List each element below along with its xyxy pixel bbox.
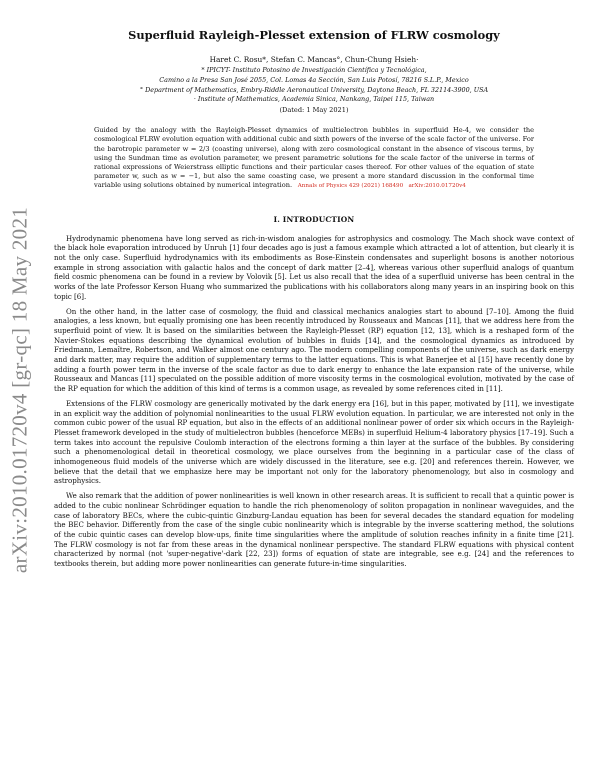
paper-title: Superfluid Rayleigh-Plesset extension of FLRW cosmology bbox=[128, 28, 500, 42]
affiliation-ipicyt-address: Camino a la Presa San José 2055, Col. Lomas 4a Sección, San Luis Potosí, 78216 S.L.P., Mexico bbox=[159, 75, 469, 84]
author-list: Haret C. Rosu*, Stefan C. Mancas°, Chun-Chung Hsieh· bbox=[209, 55, 419, 64]
intro-paragraph: Hydrodynamic phenomena have long served as rich-in-wisdom analogies for astrophysics and cosmology. The Mach shock wave context of the black hole evaporation introduced by Unruh [1] four decades ago is just a famous example which attracted a lot of attention, but clearly it is not the only case. Superfluid hydrodynamics with its embodiments as Bose-Einstein condensates and superlight bosons is another notorious example in strong association with galactic halos and the concept of dark matter [2–4], whereas various other superfluid analogs of quantum field cosmic phenomena can be found in a review by Volovik [5]. Let us also recall that the idea of a superfluid universe has been central in the works of the late Professor Kerson Huang who summarized the publications with his collaborators along many years in an inspiring book on this topic [6]. bbox=[54, 233, 574, 301]
dated-line: (Dated: 1 May 2021) bbox=[279, 106, 349, 115]
arxiv-stamp bbox=[2, 180, 38, 600]
arxiv-id-link[interactable]: arXiv:2010.01720v4 bbox=[408, 183, 466, 190]
abstract bbox=[94, 126, 534, 191]
arxiv-stamp-text: arXiv:2010.01720v4 [gr-qc] 18 May 2021 bbox=[7, 206, 32, 574]
intro-paragraph: Extensions of the FLRW cosmology are generically motivated by the dark energy era [16], but in this paper, motivated by [11], we investigate in an explicit way the addition of polynomial nonlinearities to the usual FLRW evolution equation. In particular, we are interested not only in the common cubic power of the usual RP equation, but also in the effects of an additional nonlinear power of order six which occurs in the Rayleigh-Plesset framework developed in the study of multielectron bubbles (henceforce MEBs) in superfluid Helium-4 laboratory physics [17–19]. Such a term takes into account the repulsive Coulomb interaction of the electrons forming a thin layer at the surface of the bubbles. By considering such a phenomenological detail in theoretical cosmology, we place ourselves from the beginning in a particular case of the class of inhomogeneous fluid models of the universe which are widely discussed in the literature, see e.g. [20] and references therein. However, we believe that the detail that we emphasize here may be important not only for the laboratory phenomenology, but also in cosmology and astrophysics. bbox=[54, 398, 574, 486]
affiliation-sinica: · Institute of Mathematics, Academia Sinica, Nankang, Taipei 115, Taiwan bbox=[193, 95, 435, 104]
affiliation-erau: ° Department of Mathematics, Embry-Riddle Aeronautical University, Daytona Beach, FL 32114-3900, USA bbox=[139, 85, 489, 94]
paper-page bbox=[54, 28, 574, 574]
abstract-text: Guided by the analogy with the Rayleigh-Plesset dynamics of multielectron bubbles in superfluid He-4, we consider the cosmological FLRW evolution equation with additional cubic and sixth powers of the inverse of the scale factor of the universe. For the barotropic parameter w = 2/3 (coasting universe), along with zero cosmological constant in the absence of viscous terms, by using the Sundman time as evolution parameter, we present parametric solutions for the scale factor of the universe in terms of rational expressions of Weierstrass elliptic functions and their particular cases thereof. For other values of the equation of state parameter w, such as w = −1, but also the same coasting case, we present a more standard discussion in the conformal time variable using solutions obtained by numerical integration. bbox=[94, 126, 534, 190]
journal-ref-link[interactable]: Annals of Physics 429 (2021) 168490 bbox=[297, 183, 404, 190]
affiliation-ipicyt: * IPICYT- Instituto Potosino de Investigación Científica y Tecnológica, bbox=[201, 66, 427, 74]
section-heading-introduction: I. INTRODUCTION bbox=[273, 214, 355, 224]
abstract-links bbox=[294, 183, 466, 189]
intro-paragraph: We also remark that the addition of power nonlinearities is well known in other research areas. It is sufficient to recall that a quintic power is added to the cubic nonlinear Schrödinger equation to handle the rich phenomenology of soliton propagation in nonlinear waveguides, and the case of laboratory BECs, where the cubic-quintic Ginzburg-Landau equation has been for several decades the standard equation for modeling the BEC behavior. Differently from the case of the single cubic nonlinearity which is integrable by the inverse scattering method, the solutions of the cubic quintic cases can develop blow-ups, finite time singularities where the amplitude of solution reaches infinity in a finite time [21]. The FLRW cosmology is not far from these areas in the dynamical nonlinear perspective. The standard FLRW equations with physical content characterized by normal (not 'super-negative'-dark [22, 23]) forms of equation of state are integrable, see e.g. [24] and the references to textbooks therein, but adding more power nonlinearities can generate future-in-time singularities. bbox=[54, 491, 574, 569]
intro-paragraph: On the other hand, in the latter case of cosmology, the fluid and classical mechanics analogies start to abound [7–10]. Among the fluid analogies, a less known, but equally promising one has been recently introduced by Rousseaux and Mancas [11], that we address here from the superfluid point of view. It is based on the similarities between the Rayleigh-Plesset (RP) equation [12, 13], which is a reshaped form of the Navier-Stokes equations describing the dynamical evolution of bubbles in fluids [14], and the cosmological dynamics as introduced by Friedmann, Lemaître, Robertson, and Walker almost one century ago. The modern compelling components of the universe, such as dark energy and dark matter, may require the addition of supplementary terms to the latter equations. This is what Banerjee et al [15] have recently done by adding a fourth power term in the inverse of the scale factor as due to dark energy to enhance the late expansion rate of the universe, while Rousseaux and Mancas [11] speculated on the possible addition of more viscosity terms in the cosmological evolution, motivated by the case of the RP equation for which the addition of this kind of terms is a common usage, as revealed by some references cited in [11]. bbox=[54, 306, 574, 394]
